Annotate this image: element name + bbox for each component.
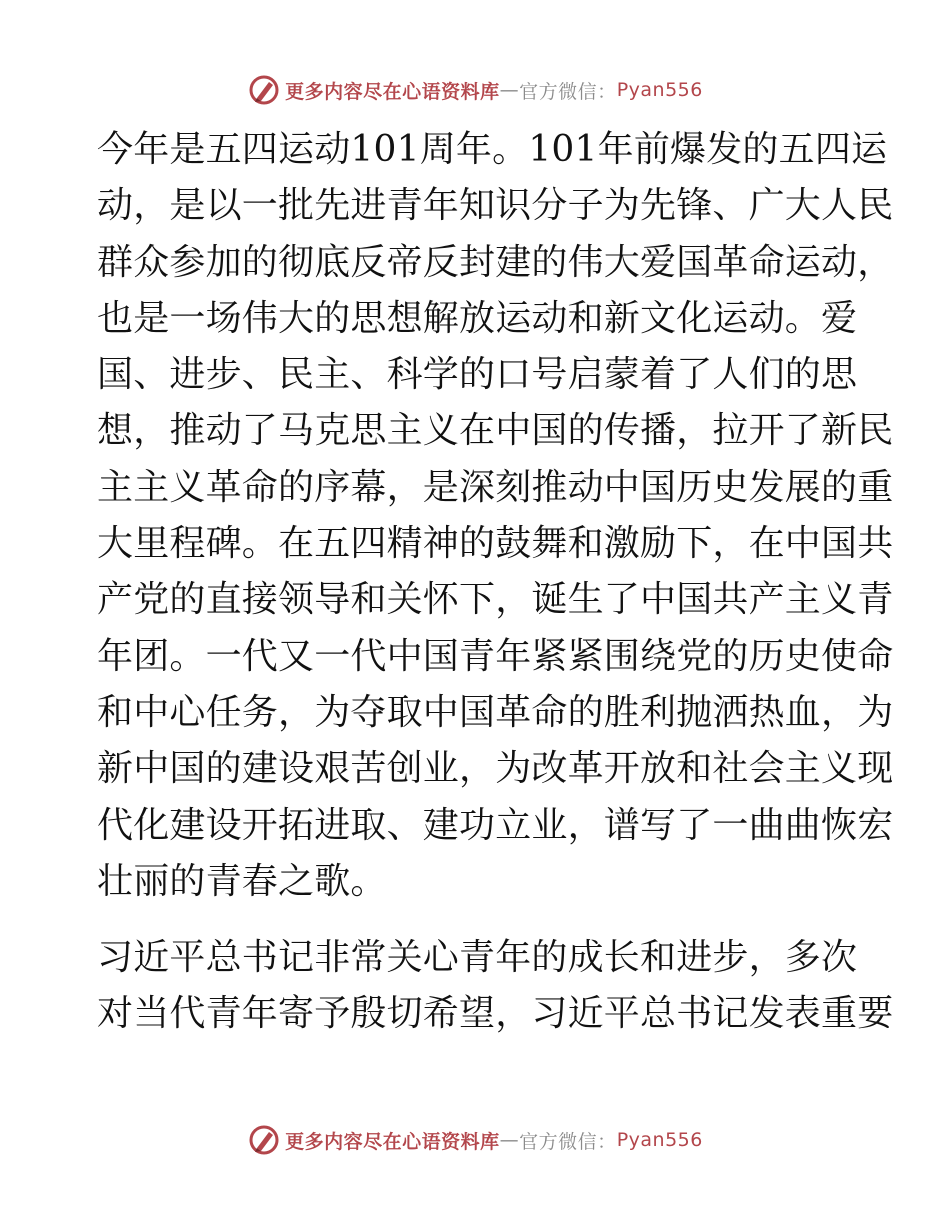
paragraph-2 <box>97 930 894 1043</box>
text-line: 产党的直接领导和关怀下，诞生了中国共产主义青 <box>97 579 894 621</box>
text-line: 群众参加的彻底反帝反封建的伟大爱国革命运动， <box>97 241 894 283</box>
header-wechat-id: Pyan556 <box>616 79 703 101</box>
pen-logo-icon <box>247 73 281 107</box>
text-line: 和中心任务，为夺取中国革命的胜利抛洒热血，为 <box>97 691 894 733</box>
text-line: 也是一场伟大的思想解放运动和新文化运动。爱 <box>97 297 858 339</box>
header-wechat-label: 官方微信： <box>519 80 617 103</box>
text-line: 年团。一代又一代中国青年紧紧围绕党的历史使命 <box>97 635 894 677</box>
document-body <box>97 122 894 1043</box>
header-promo-text: 更多内容尽在心语资料库 <box>285 80 500 103</box>
text-line: 国、进步、民主、科学的口号启蒙着了人们的思 <box>97 354 858 396</box>
text-line: 对当代青年寄予殷切希望，习近平总书记发表重要 <box>97 993 894 1035</box>
paragraph-gap <box>97 910 857 930</box>
footer-banner <box>0 1120 950 1160</box>
text-line: 壮丽的青春之歌。 <box>97 860 387 902</box>
text-line: 新中国的建设艰苦创业，为改革开放和社会主义现 <box>97 748 894 790</box>
text-line: 代化建设开拓进取、建功立业，谱写了一曲曲恢宏 <box>97 804 894 846</box>
paragraph-1 <box>97 122 894 910</box>
header-dash: — <box>499 79 520 101</box>
footer-wechat-label: 官方微信： <box>519 1130 617 1153</box>
text-line: 主主义革命的序幕，是深刻推动中国历史发展的重 <box>97 466 894 508</box>
text-line: 想，推动了马克思主义在中国的传播，拉开了新民 <box>97 410 894 452</box>
footer-promo-text: 更多内容尽在心语资料库 <box>285 1130 500 1153</box>
footer-dash: — <box>499 1129 520 1151</box>
text-line: 动，是以一批先进青年知识分子为先锋、广大人民 <box>97 185 894 227</box>
text-line: 习近平总书记非常关心青年的成长和进步，多次 <box>97 937 858 979</box>
text-line: 今年是五四运动101周年。101年前爆发的五四运 <box>97 129 888 170</box>
text-line: 大里程碑。在五四精神的鼓舞和激励下，在中国共 <box>97 523 894 565</box>
header-banner <box>0 70 950 110</box>
footer-wechat-id: Pyan556 <box>616 1129 703 1151</box>
pen-logo-icon <box>247 1123 281 1157</box>
